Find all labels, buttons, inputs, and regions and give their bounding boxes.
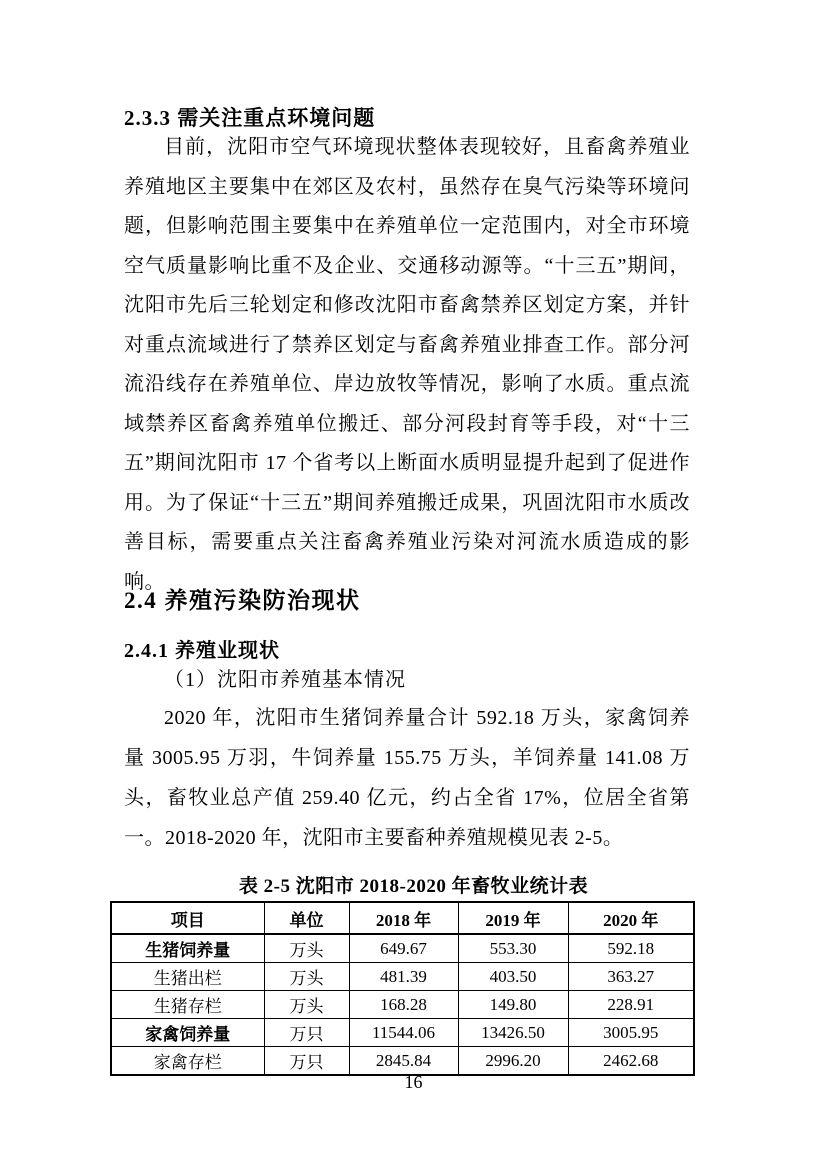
table-row	[111, 1047, 694, 1076]
value-2019-cell: 403.50	[458, 963, 568, 991]
livestock-statistics-table	[110, 901, 695, 1076]
table-header-row	[111, 902, 694, 934]
unit-cell: 万只	[264, 1019, 349, 1047]
unit-cell: 万头	[264, 934, 349, 963]
heading-2-4: 2.4 养殖污染防治现状	[124, 588, 361, 613]
value-2020-cell: 2462.68	[568, 1047, 694, 1076]
unit-cell: 万头	[264, 963, 349, 991]
value-2019-cell: 553.30	[458, 934, 568, 963]
table-caption: 表 2-5 沈阳市 2018-2020 年畜牧业统计表	[238, 876, 589, 897]
value-2020-cell: 3005.95	[568, 1019, 694, 1047]
page-number: 16	[404, 1072, 423, 1092]
value-2019-cell: 2996.20	[458, 1047, 568, 1076]
table-row	[111, 934, 694, 963]
column-header-item: 项目	[111, 902, 264, 934]
item-cell: 生猪出栏	[111, 963, 264, 991]
value-2018-cell: 481.39	[349, 963, 458, 991]
item-cell: 生猪存栏	[111, 991, 264, 1019]
value-2020-cell: 228.91	[568, 991, 694, 1019]
value-2019-cell: 149.80	[458, 991, 568, 1019]
value-2020-cell: 592.18	[568, 934, 694, 963]
unit-cell: 万只	[264, 1047, 349, 1076]
value-2020-cell: 363.27	[568, 963, 694, 991]
table-row	[111, 991, 694, 1019]
table-row	[111, 963, 694, 991]
item-cell: 家禽存栏	[111, 1047, 264, 1076]
paragraph-2020-statistics: 2020 年，沈阳市生猪饲养量合计 592.18 万头，家禽饲养量 3005.95 万羽，牛饲养量 155.75 万头，羊饲养量 141.08 万头，畜牧业总产值 259.40 亿元，约占全省 17%，位居全省第一。2018-2020 年，沈阳市主要畜种养殖规模见表 2-5。	[124, 707, 690, 849]
heading-2-3-3: 2.3.3 需关注重点环境问题	[124, 106, 376, 130]
column-header-unit: 单位	[264, 902, 349, 934]
unit-cell: 万头	[264, 991, 349, 1019]
value-2018-cell: 11544.06	[349, 1019, 458, 1047]
heading-2-4-1: 2.4.1 养殖业现状	[124, 640, 280, 662]
value-2018-cell: 168.28	[349, 991, 458, 1019]
paragraph-air-environment: 目前，沈阳市空气环境现状整体表现较好，且畜禽养殖业养殖地区主要集中在郊区及农村，虽然存在臭气污染等环境问题，但影响范围主要集中在养殖单位一定范围内，对全市环境空气质量影响比重不及企业、交通移动源等。“十三五”期间，沈阳市先后三轮划定和修改沈阳市畜禽禁养区划定方案，并针对重点流域进行了禁养区划定与畜禽养殖业排查工作。部分河流沿线存在养殖单位、岸边放牧等情况，影响了水质。重点流域禁养区畜禽养殖单位搬迁、部分河段封育等手段，对“十三五”期间沈阳市 17 个省考以上断面水质明显提升起到了促进作用。为了保证“十三五”期间养殖搬迁成果，巩固沈阳市水质改善目标，需要重点关注畜禽养殖业污染对河流水质造成的影响。	[124, 136, 690, 593]
column-header-2019: 2019 年	[458, 902, 568, 934]
item-cell: 生猪饲养量	[111, 934, 264, 963]
table-row	[111, 1019, 694, 1047]
column-header-2020: 2020 年	[568, 902, 694, 934]
value-2018-cell: 649.67	[349, 934, 458, 963]
column-header-2018: 2018 年	[349, 902, 458, 934]
line-basic-situation: （1）沈阳市养殖基本情况	[164, 669, 406, 691]
item-cell: 家禽饲养量	[111, 1019, 264, 1047]
value-2019-cell: 13426.50	[458, 1019, 568, 1047]
value-2018-cell: 2845.84	[349, 1047, 458, 1076]
